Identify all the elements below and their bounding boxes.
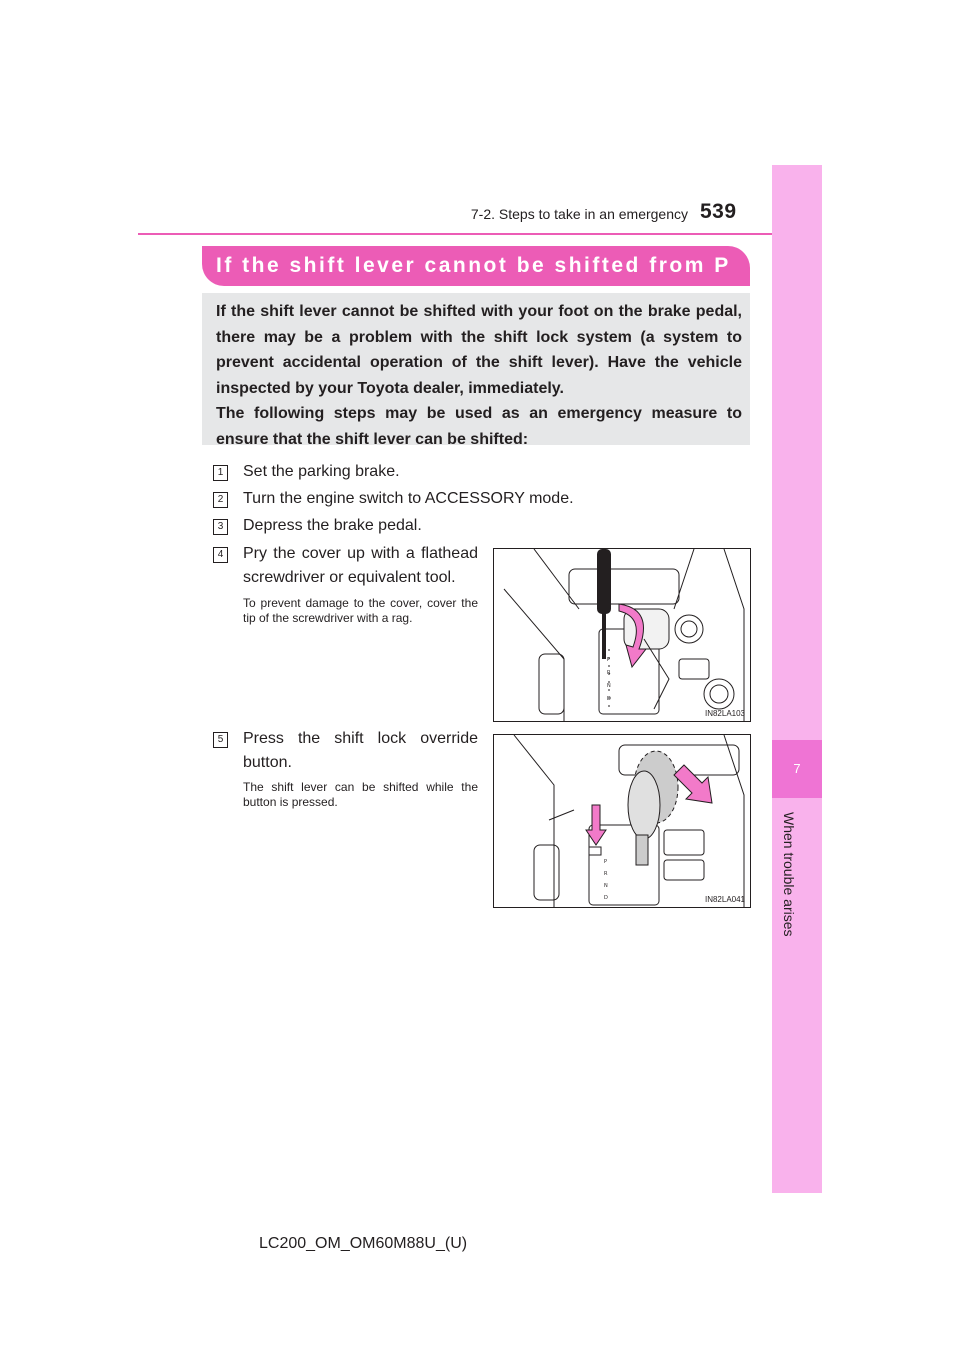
footer-model-code: LC200_OM_OM60M88U_(U) bbox=[259, 1235, 468, 1252]
svg-text:N: N bbox=[604, 883, 608, 889]
svg-text:R: R bbox=[607, 670, 611, 676]
step-text-1: Set the parking brake. bbox=[243, 463, 400, 480]
step-number-1: 1 bbox=[213, 465, 228, 481]
svg-text:D: D bbox=[604, 895, 608, 901]
svg-text:N: N bbox=[607, 683, 611, 689]
step-text-4: Pry the cover up with a flathead screwdriver or equivalent tool. bbox=[243, 545, 478, 586]
header-divider bbox=[138, 233, 822, 235]
figure-override-button bbox=[493, 734, 751, 908]
intro-text bbox=[216, 299, 742, 452]
header-section-title: 7-2. Steps to take in an emergency bbox=[470, 206, 688, 222]
shift-lock-illustration bbox=[494, 735, 750, 907]
svg-text:R: R bbox=[604, 871, 608, 877]
chapter-number: 7 bbox=[793, 761, 801, 776]
step-text-3: Depress the brake pedal. bbox=[243, 517, 422, 534]
step-text-2: Turn the engine switch to ACCESSORY mode. bbox=[243, 490, 574, 507]
svg-text:D: D bbox=[607, 696, 611, 702]
intro-box bbox=[202, 293, 750, 448]
step-number-3: 3 bbox=[213, 519, 228, 535]
figure-pry-cover bbox=[493, 548, 751, 722]
figure-code-2: IN82LA041 bbox=[704, 895, 745, 904]
intro-paragraph-1: If the shift lever cannot be shifted with your foot on the brake pedal, there may be a problem with the shift lock system (a system to prevent accidental operation of the shift lever). Have the vehicle inspected by your Toyota dealer, immediately. bbox=[216, 303, 742, 397]
page-number: 539 bbox=[700, 200, 737, 223]
step-note-5: The shift lever can be shifted while the button is pressed. bbox=[243, 780, 478, 809]
step-text-5: Press the shift lock override button. bbox=[243, 730, 478, 771]
chapter-title: When trouble arises bbox=[781, 812, 797, 937]
figure-code-1: IN82LA103 bbox=[704, 709, 745, 718]
step-number-4: 4 bbox=[213, 547, 228, 563]
svg-text:P: P bbox=[604, 859, 608, 865]
chapter-side-tab bbox=[772, 165, 822, 1193]
section-title: If the shift lever cannot be shifted from P bbox=[216, 254, 731, 277]
step-number-2: 2 bbox=[213, 492, 228, 508]
section-banner bbox=[202, 246, 750, 286]
intro-paragraph-2: The following steps may be used as an emergency measure to ensure that the shift lever can be shifted: bbox=[216, 405, 742, 448]
shift-console-illustration bbox=[494, 549, 750, 721]
step-note-4: To prevent damage to the cover, cover the tip of the screwdriver with a rag. bbox=[243, 596, 478, 625]
svg-text:P: P bbox=[607, 657, 611, 663]
step-number-5: 5 bbox=[213, 732, 228, 748]
